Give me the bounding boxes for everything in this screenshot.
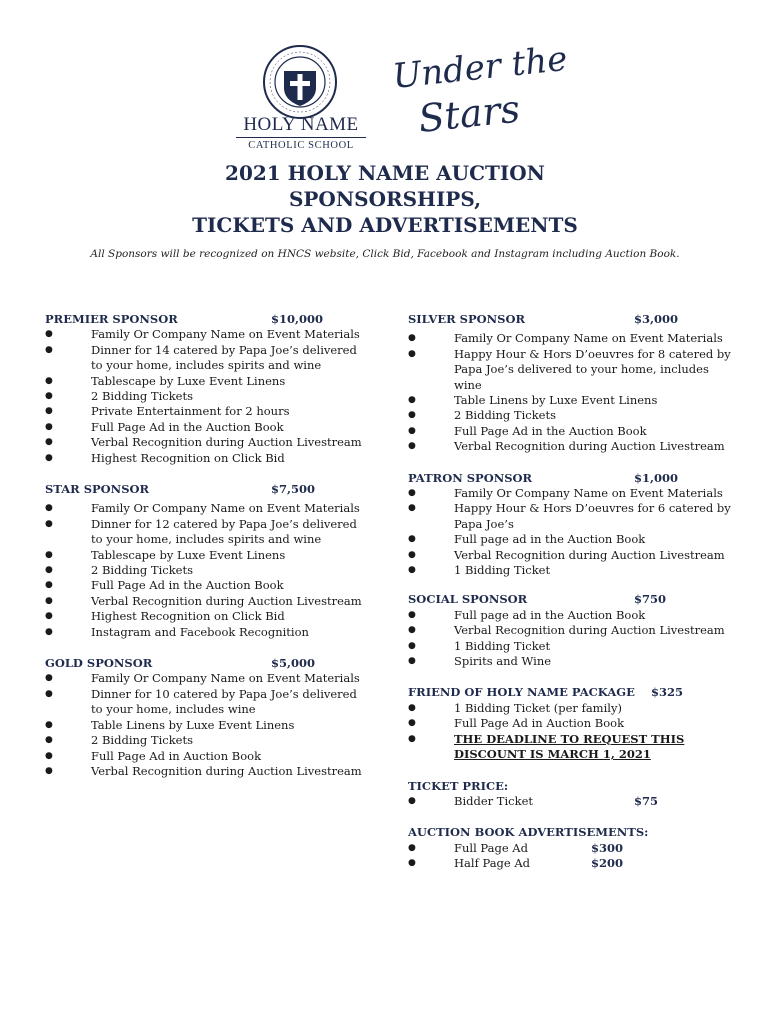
section-amount: $325 [651,685,684,700]
section-title: SOCIAL SPONSOR [408,592,528,607]
list-item: ● Full page ad in the Auction Book [408,608,738,623]
list-item: ● 1 Bidding Ticket [408,639,738,654]
ticket-label: Bidder Ticket [454,793,533,808]
section-title: GOLD SPONSOR [45,656,153,671]
list-item: ● Verbal Recognition during Auction Livestream [408,548,738,563]
section-amount: $7,500 [271,482,316,497]
list-item [408,856,738,871]
ad-price: $200 [591,856,624,871]
list-item: ● Full Page Ad in Auction Book [408,716,738,731]
list-item [408,841,738,856]
ads-section [408,825,738,871]
list-item [408,794,738,809]
svg-text:Stars: Stars [416,86,523,141]
subtitle: All Sponsors will be recognized on HNCS website, Click Bid, Facebook and Instagram including Auction Book. [90,248,680,260]
benefit-list [45,501,365,640]
benefit-list [408,486,738,578]
list-item: ● Full Page Ad in the Auction Book [45,578,365,593]
list-item: ● 2 Bidding Tickets [45,563,365,578]
right-column [408,312,738,872]
left-column [45,312,365,779]
list-item: ● Family Or Company Name on Event Materials [408,486,738,501]
premier-sponsor-section [45,312,365,466]
deadline-notice: ● THE DEADLINE TO REQUEST THIS DISCOUNT IS MARCH 1, 2021 [408,732,738,763]
social-sponsor-section [408,592,738,669]
logo-line-1: HOLY NAME [236,114,366,138]
benefit-list [408,701,738,763]
list-item: ● Table Linens by Luxe Event Linens [45,718,365,733]
list-item: ● Private Entertainment for 2 hours [45,404,365,419]
list-item: ● Full Page Ad in the Auction Book [408,424,738,439]
section-amount: $5,000 [271,656,316,671]
list-item: ● Spirits and Wine [408,654,738,669]
list-item: ● 1 Bidding Ticket (per family) [408,701,738,716]
ad-label: Half Page Ad [454,856,531,871]
list-item: ● Family Or Company Name on Event Materials [45,671,365,686]
list-item: ● Verbal Recognition during Auction Livestream [45,594,365,609]
ad-price: $300 [591,840,624,855]
section-title: STAR SPONSOR [45,482,150,497]
list-item: ● Verbal Recognition during Auction Livestream [45,764,365,779]
list-item: ● Full Page Ad in the Auction Book [45,420,365,435]
benefit-list [45,327,365,466]
section-title: FRIEND OF HOLY NAME PACKAGE [408,685,635,700]
list-item: ● 2 Bidding Tickets [408,408,738,423]
list-item: ● Happy Hour & Hors D’oeuvres for 8 catered by Papa Joe’s delivered to your home, includes wine [408,347,738,393]
list-item: ● Verbal Recognition during Auction Livestream [408,623,738,638]
list-item: ● Dinner for 14 catered by Papa Joe’s delivered to your home, includes spirits and wine [45,343,365,374]
list-item: ● Full page ad in the Auction Book [408,532,738,547]
list-item: ● 1 Bidding Ticket [408,563,738,578]
benefit-list [45,671,365,779]
benefit-list [408,331,738,454]
star-sponsor-section [45,482,365,640]
ticket-price-section [408,779,738,810]
svg-text:Under the: Under the [390,38,570,97]
ticket-price: $75 [634,793,659,808]
school-logo-text [236,114,366,151]
list-item: ● Instagram and Facebook Recognition [45,625,365,640]
list-item: ● Happy Hour & Hors D’oeuvres for 6 catered by Papa Joe’s [408,501,738,532]
section-amount: $750 [634,592,667,607]
list-item: ● 2 Bidding Tickets [45,733,365,748]
page-title-line-3: TICKETS AND ADVERTISEMENTS [192,213,578,237]
gold-sponsor-section [45,656,365,779]
section-amount: $1,000 [634,470,679,485]
list-item: ● Highest Recognition on Click Bid [45,451,365,466]
page-title-line-1: 2021 HOLY NAME AUCTION [225,161,545,185]
list-item: ● Dinner for 12 catered by Papa Joe’s delivered to your home, includes spirits and wine [45,517,365,548]
list-item: ● Table Linens by Luxe Event Linens [408,393,738,408]
under-the-stars-script-logo [380,38,570,144]
section-title: SILVER SPONSOR [408,312,526,326]
list-item: ● Family Or Company Name on Event Materials [45,501,365,516]
list-item: ● Verbal Recognition during Auction Livestream [408,439,738,454]
school-seal-icon [262,44,338,120]
list-item: ● Family Or Company Name on Event Materials [45,327,365,342]
list-item: ● Full Page Ad in Auction Book [45,749,365,764]
page-title-line-2: SPONSORSHIPS, [288,187,482,211]
list-item: ● Tablescape by Luxe Event Linens [45,374,365,389]
section-amount: $10,000 [271,312,324,326]
logo-line-2: CATHOLIC SCHOOL [248,140,354,151]
list-item: ● Verbal Recognition during Auction Livestream [45,435,365,450]
section-amount: $3,000 [634,312,679,326]
list-item: ● Dinner for 10 catered by Papa Joe’s delivered to your home, includes wine [45,687,365,718]
section-title: AUCTION BOOK ADVERTISEMENTS: [408,825,649,840]
section-title: TICKET PRICE: [408,778,509,793]
friend-package-section [408,685,738,762]
section-title: PREMIER SPONSOR [45,312,178,326]
benefit-list [408,608,738,670]
patron-sponsor-section [408,471,738,579]
list-item: ● 2 Bidding Tickets [45,389,365,404]
list-item: ● Highest Recognition on Click Bid [45,609,365,624]
list-item: ● Tablescape by Luxe Event Linens [45,548,365,563]
list-item: ● Family Or Company Name on Event Materials [408,331,738,346]
section-title: PATRON SPONSOR [408,470,533,485]
ad-label: Full Page Ad [454,840,528,855]
silver-sponsor-section [408,312,738,455]
